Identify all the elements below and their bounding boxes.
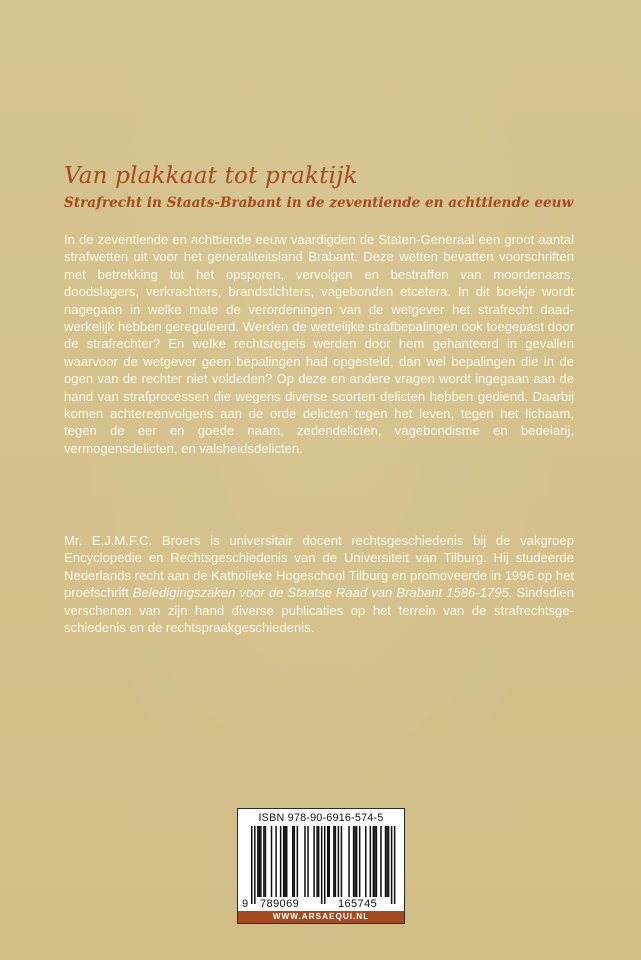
barcode-bar [388, 826, 390, 897]
publisher-url: WWW.ARSAEQUI.NL [238, 911, 404, 923]
barcode-bar [271, 826, 273, 897]
barcode-bar [335, 826, 337, 897]
barcode-bar [394, 826, 396, 904]
barcode-bar [324, 826, 326, 904]
barcode-bar [365, 826, 367, 897]
barcode-bar [284, 826, 286, 897]
barcode-bar [316, 826, 318, 897]
barcode-bar [386, 826, 388, 897]
barcode-bar [263, 826, 265, 897]
barcode-bar [333, 826, 335, 897]
barcode-bar [353, 826, 355, 897]
dissertation-title: Beledigingszaken voor de Staatse Raad van Brabant 1586-1795. [132, 585, 513, 601]
isbn-label: ISBN 978-90-6916-574-5 [258, 812, 384, 824]
barcode-bar [275, 826, 277, 897]
barcode-bar [313, 826, 315, 897]
barcode-bar [373, 826, 375, 897]
barcode-digits-right: 165745 [338, 898, 378, 910]
barcode-bar [327, 826, 329, 897]
barcode-bar [254, 826, 256, 904]
barcode-bar [307, 826, 309, 897]
barcode-bar [385, 826, 387, 897]
barcode-bar [286, 826, 288, 897]
barcode-bar [354, 826, 356, 897]
barcode-bar [259, 826, 261, 897]
barcode-bar [341, 826, 343, 897]
barcode-bar [294, 826, 296, 897]
barcode-bar [321, 826, 323, 904]
blurb-paragraph: In de zeventiende en achttiende eeuw vaardigden de Staten-Generaal een groot aantal strafwetten uit voor het generaliteitsland Brabant. Deze wetten bevatten voorschriften met betrekking tot het opsporen, vervolgen en bestraffen van moordenaars, doodslagers, verkrachters, brandstichters, vagebonden etcetera. In dit boekje wordt nagegaan in welke mate de verordeningen van de wetgever het strafrecht daadwerkelijk hebben gereguleerd. Werden de wettelijke strafbepalingen ook toegepast door de strafrechter? En welke rechtsregels werden door hem gehanteerd in gevallen waarvoor de wetgever geen bepalingen had opgesteld, dan wel bepalingen die in de ogen van de rechter niet voldeden? Op deze en andere vragen wordt ingegaan aan de hand van strafprocessen die wegens diverse soorten delicten hebben gediend. Daarbij komen achtereenvolgens aan de orde delicten tegen het leven, tegen het lichaam, tegen de eer en goede naam, zedendelicten, vagebondisme en bedelarij, vermogensdelicten, en valsheidsdelicten. [64, 232, 574, 456]
barcode-bar [297, 826, 299, 897]
barcode-bar [376, 826, 378, 897]
barcode-bar [329, 826, 331, 897]
barcode-bar [292, 826, 294, 897]
barcode-bar [380, 826, 382, 897]
barcode-bar [374, 826, 376, 897]
barcode-bar [280, 826, 282, 897]
barcode-bar [359, 826, 361, 897]
barcode-digit-first: 9 [242, 898, 249, 910]
barcode-bar [304, 826, 306, 897]
book-title: Van plakkaat tot praktijk [64, 163, 358, 189]
barcode-bar [283, 826, 285, 897]
barcode-bar [260, 826, 262, 897]
barcode-digits-left: 789069 [260, 898, 300, 910]
barcode-bar [257, 826, 259, 897]
barcode-bar [348, 826, 350, 897]
barcode-bar [265, 826, 267, 897]
barcode-bar [370, 826, 372, 897]
barcode-digits [238, 898, 404, 911]
author-bio-text-end: Sindsdien verschenen van zijn hand diverse publicaties op het terrein van de strafrechtsgeschiedenis en de rechtspraakgeschiedenis. [64, 585, 574, 636]
barcode-bar [338, 826, 340, 897]
barcode-bar [318, 826, 320, 897]
isbn-barcode [237, 808, 405, 924]
author-bio-paragraph [64, 532, 574, 636]
barcode-bar [391, 826, 393, 904]
author-bio-text-start: Mr. E.J.M.F.C. Broers is universitair docent rechtsgeschiedenis bij de vakgroep Encyclopedie en Rechtsgeschiedenis van de Universiteit van Tilburg. Hij studeerde Nederlands recht aan de Katholieke Hogeschool Tilburg en promoveerde in 1996 op het proefschrift [64, 533, 574, 601]
barcode-bar [356, 826, 358, 897]
book-subtitle: Strafrecht in Staats-Brabant in de zeventiende en achttiende eeuw [64, 195, 574, 211]
barcode-bar [251, 826, 253, 904]
